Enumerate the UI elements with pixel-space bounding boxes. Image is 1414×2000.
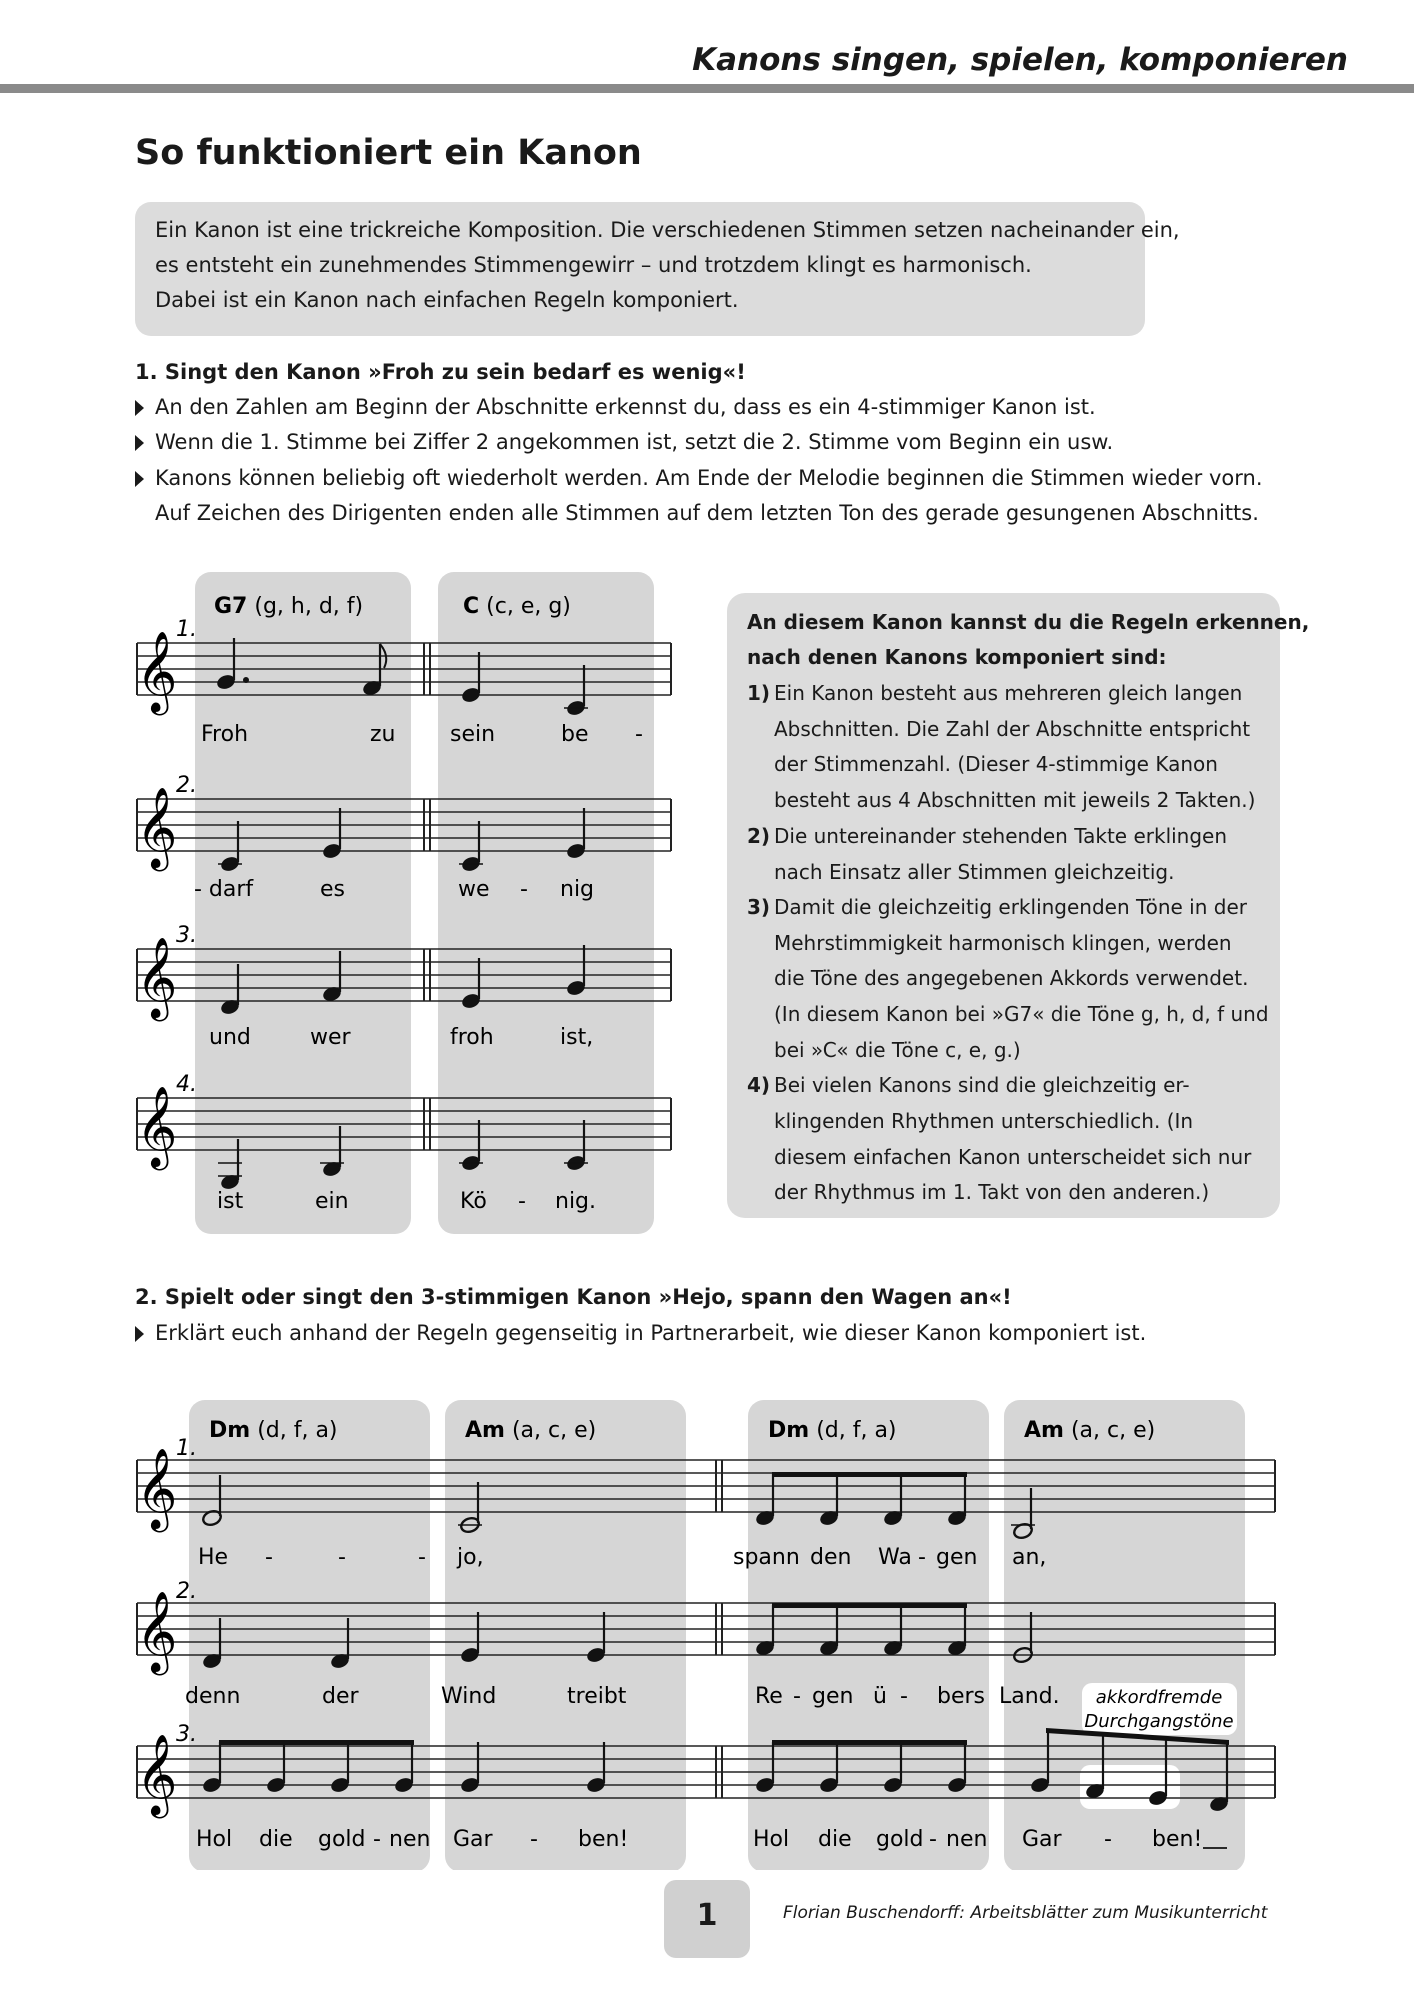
lyric: Hol xyxy=(196,1827,233,1852)
rule-line: Mehrstimmigkeit harmonisch klingen, werden xyxy=(774,931,1232,955)
lyric: - xyxy=(918,1545,926,1570)
intro-line: es entsteht ein zunehmendes Stimmengewirr – und trotzdem klingt es harmonisch. xyxy=(155,253,1032,277)
voice-number: 1. xyxy=(176,1436,197,1461)
chord-column-c xyxy=(438,572,654,1234)
page-title: So funktioniert ein Kanon xyxy=(135,133,642,173)
lyric: nig xyxy=(560,877,595,902)
rule-line: Die untereinander stehenden Takte erklingen xyxy=(774,824,1228,848)
treble-clef-icon: 𝄞 xyxy=(136,1733,178,1815)
chord-label-c: C (c, e, g) xyxy=(463,594,571,619)
lyric: Land. xyxy=(999,1684,1060,1709)
chord-label-dm: Dm (d, f, a) xyxy=(209,1418,338,1443)
task1-bullet: An den Zahlen am Beginn der Abschnitte erkennst du, dass es ein 4-stimmiger Kanon ist. xyxy=(155,395,1096,419)
lyric: und xyxy=(209,1025,251,1050)
voice-number: 2. xyxy=(176,773,197,798)
lyric: - xyxy=(1104,1827,1112,1852)
rule-line: bei »C« die Töne c, e, g.) xyxy=(774,1038,1021,1062)
rule-number: 4) xyxy=(747,1073,771,1097)
rule-line: Ein Kanon besteht aus mehreren gleich langen xyxy=(774,681,1243,705)
task2-bullet: Erklärt euch anhand der Regeln gegenseitig in Partnerarbeit, wie dieser Kanon komponiert ist. xyxy=(155,1321,1147,1345)
lyric: gold xyxy=(876,1827,924,1852)
chord-label-am: Am (a, c, e) xyxy=(465,1418,597,1443)
lyric: ist, xyxy=(560,1025,594,1050)
lyric: die xyxy=(818,1827,852,1852)
rule-number: 3) xyxy=(747,895,771,919)
rule-line: klingenden Rhythmen unterschiedlich. (In xyxy=(774,1109,1194,1133)
annotation-line: Durchgangstöne xyxy=(1084,1711,1234,1732)
header-rule xyxy=(0,84,1414,93)
lyric: - xyxy=(900,1684,908,1709)
voice-number: 3. xyxy=(176,923,197,948)
rule-line: die Töne des angegebenen Akkords verwendet. xyxy=(774,966,1249,990)
lyric: es xyxy=(320,877,345,902)
voice-number: 4. xyxy=(176,1072,197,1097)
score-hejo xyxy=(0,1390,1300,1870)
voice-number: 1. xyxy=(176,617,197,642)
lyric: an, xyxy=(1012,1545,1047,1570)
task1-heading: 1. Singt den Kanon »Froh zu sein bedarf es wenig«! xyxy=(135,360,746,384)
voice-number: 2. xyxy=(176,1579,197,1604)
rule-number: 1) xyxy=(747,681,771,705)
lyric: Re xyxy=(755,1684,783,1709)
bullet-icon xyxy=(135,400,144,416)
lyric: bers xyxy=(937,1684,986,1709)
chord-label-g7: G7 (g, h, d, f) xyxy=(214,594,364,619)
task2-heading: 2. Spielt oder singt den 3-stimmigen Kanon »Hejo, spann den Wagen an«! xyxy=(135,1285,1012,1309)
lyric: wer xyxy=(310,1025,351,1050)
intro-line: Dabei ist ein Kanon nach einfachen Regeln komponiert. xyxy=(155,288,739,312)
lyric: gold xyxy=(318,1827,366,1852)
lyric: der xyxy=(322,1684,359,1709)
lyric: we xyxy=(458,877,490,902)
lyric: gen xyxy=(812,1684,854,1709)
chord-column-dm xyxy=(748,1400,989,1870)
lyric: He xyxy=(198,1545,229,1570)
lyric: - xyxy=(338,1545,346,1570)
rule-line: besteht aus 4 Abschnitten mit jeweils 2 Takten.) xyxy=(774,788,1256,812)
annotation-line: akkordfremde xyxy=(1095,1687,1223,1708)
lyric: ben! xyxy=(578,1827,629,1852)
lyric: Wind xyxy=(441,1684,497,1709)
bullet-icon xyxy=(135,435,144,451)
lyric: ü xyxy=(873,1684,887,1709)
score-froh-zu-sein xyxy=(0,560,700,1240)
rules-title: nach denen Kanons komponiert sind: xyxy=(747,645,1167,669)
lyric: - darf xyxy=(194,877,254,902)
lyric: spann xyxy=(733,1545,800,1570)
chord-column-g7 xyxy=(195,572,411,1234)
lyric: froh xyxy=(450,1025,494,1050)
lyric: - xyxy=(635,722,643,747)
lyric: ben! xyxy=(1152,1827,1203,1852)
footer-credit: Florian Buschendorff: Arbeitsblätter zum Musikunterricht xyxy=(783,1903,1268,1923)
rule-line: diesem einfachen Kanon unterscheidet sich nur xyxy=(774,1145,1252,1169)
lyric: Gar xyxy=(453,1827,493,1852)
lyric: zu xyxy=(370,722,396,747)
voice-number: 3. xyxy=(176,1722,197,1747)
treble-clef-icon: 𝄞 xyxy=(136,1447,178,1529)
treble-clef-icon: 𝄞 xyxy=(136,630,178,712)
chord-column-am xyxy=(445,1400,686,1870)
chord-label-am: Am (a, c, e) xyxy=(1024,1418,1156,1443)
lyric: Wa xyxy=(878,1545,912,1570)
rule-line: der Stimmenzahl. (Dieser 4-stimmige Kanon xyxy=(774,752,1218,776)
lyric: Froh xyxy=(201,722,249,747)
lyric: nen xyxy=(946,1827,988,1852)
treble-clef-icon: 𝄞 xyxy=(136,1085,178,1167)
lyric: jo, xyxy=(457,1545,484,1570)
lyric: - xyxy=(518,1189,526,1214)
rules-title: An diesem Kanon kannst du die Regeln erkennen, xyxy=(747,610,1310,634)
lyric: nen xyxy=(389,1827,431,1852)
lyric: - xyxy=(929,1827,937,1852)
intro-line: Ein Kanon ist eine trickreiche Komposition. Die verschiedenen Stimmen setzen nacheinander ein, xyxy=(155,218,1180,242)
lyric: Kö xyxy=(460,1189,487,1214)
lyric: - xyxy=(793,1684,801,1709)
page-number: 1 xyxy=(696,1898,718,1933)
header-title: Kanons singen, spielen, komponieren xyxy=(692,42,1348,78)
task1-bullet: Kanons können beliebig oft wiederholt werden. Am Ende der Melodie beginnen die Stimmen wieder vorn. xyxy=(155,466,1263,490)
lyric: - xyxy=(530,1827,538,1852)
lyric: be xyxy=(561,722,589,747)
task1-bullet: Wenn die 1. Stimme bei Ziffer 2 angekommen ist, setzt die 2. Stimme vom Beginn ein usw. xyxy=(155,430,1114,454)
lyric: denn xyxy=(185,1684,241,1709)
rule-number: 2) xyxy=(747,824,771,848)
bullet-icon xyxy=(135,471,144,487)
rule-line: der Rhythmus im 1. Takt von den anderen.) xyxy=(774,1180,1210,1204)
lyric: - xyxy=(418,1545,426,1570)
rule-line: nach Einsatz aller Stimmen gleichzeitig. xyxy=(774,860,1175,884)
lyric: den xyxy=(810,1545,852,1570)
lyric: nig. xyxy=(555,1189,597,1214)
lyric: - xyxy=(265,1545,273,1570)
treble-clef-icon: 𝄞 xyxy=(136,786,178,868)
lyric: Hol xyxy=(753,1827,790,1852)
lyric: ist xyxy=(217,1189,244,1214)
lyric: treibt xyxy=(567,1684,627,1709)
lyric: ein xyxy=(315,1189,349,1214)
lyric: Gar xyxy=(1022,1827,1062,1852)
lyric: - xyxy=(520,877,528,902)
bullet-icon xyxy=(135,1326,144,1342)
treble-clef-icon: 𝄞 xyxy=(136,936,178,1018)
rule-line: Bei vielen Kanons sind die gleichzeitig er- xyxy=(774,1073,1190,1097)
rule-line: (In diesem Kanon bei »G7« die Töne g, h, d, f und xyxy=(774,1002,1269,1026)
lyric: gen xyxy=(936,1545,978,1570)
lyric: - xyxy=(373,1827,381,1852)
lyric: die xyxy=(259,1827,293,1852)
rule-line: Damit die gleichzeitig erklingenden Töne in der xyxy=(774,895,1247,919)
lyric: sein xyxy=(450,722,496,747)
chord-column-dm xyxy=(189,1400,430,1870)
treble-clef-icon: 𝄞 xyxy=(136,1590,178,1672)
task1-bullet-continuation: Auf Zeichen des Dirigenten enden alle Stimmen auf dem letzten Ton des gerade gesungenen Abschnitts. xyxy=(155,501,1259,525)
chord-label-dm: Dm (d, f, a) xyxy=(768,1418,897,1443)
rule-line: Abschnitten. Die Zahl der Abschnitte entspricht xyxy=(774,717,1251,741)
